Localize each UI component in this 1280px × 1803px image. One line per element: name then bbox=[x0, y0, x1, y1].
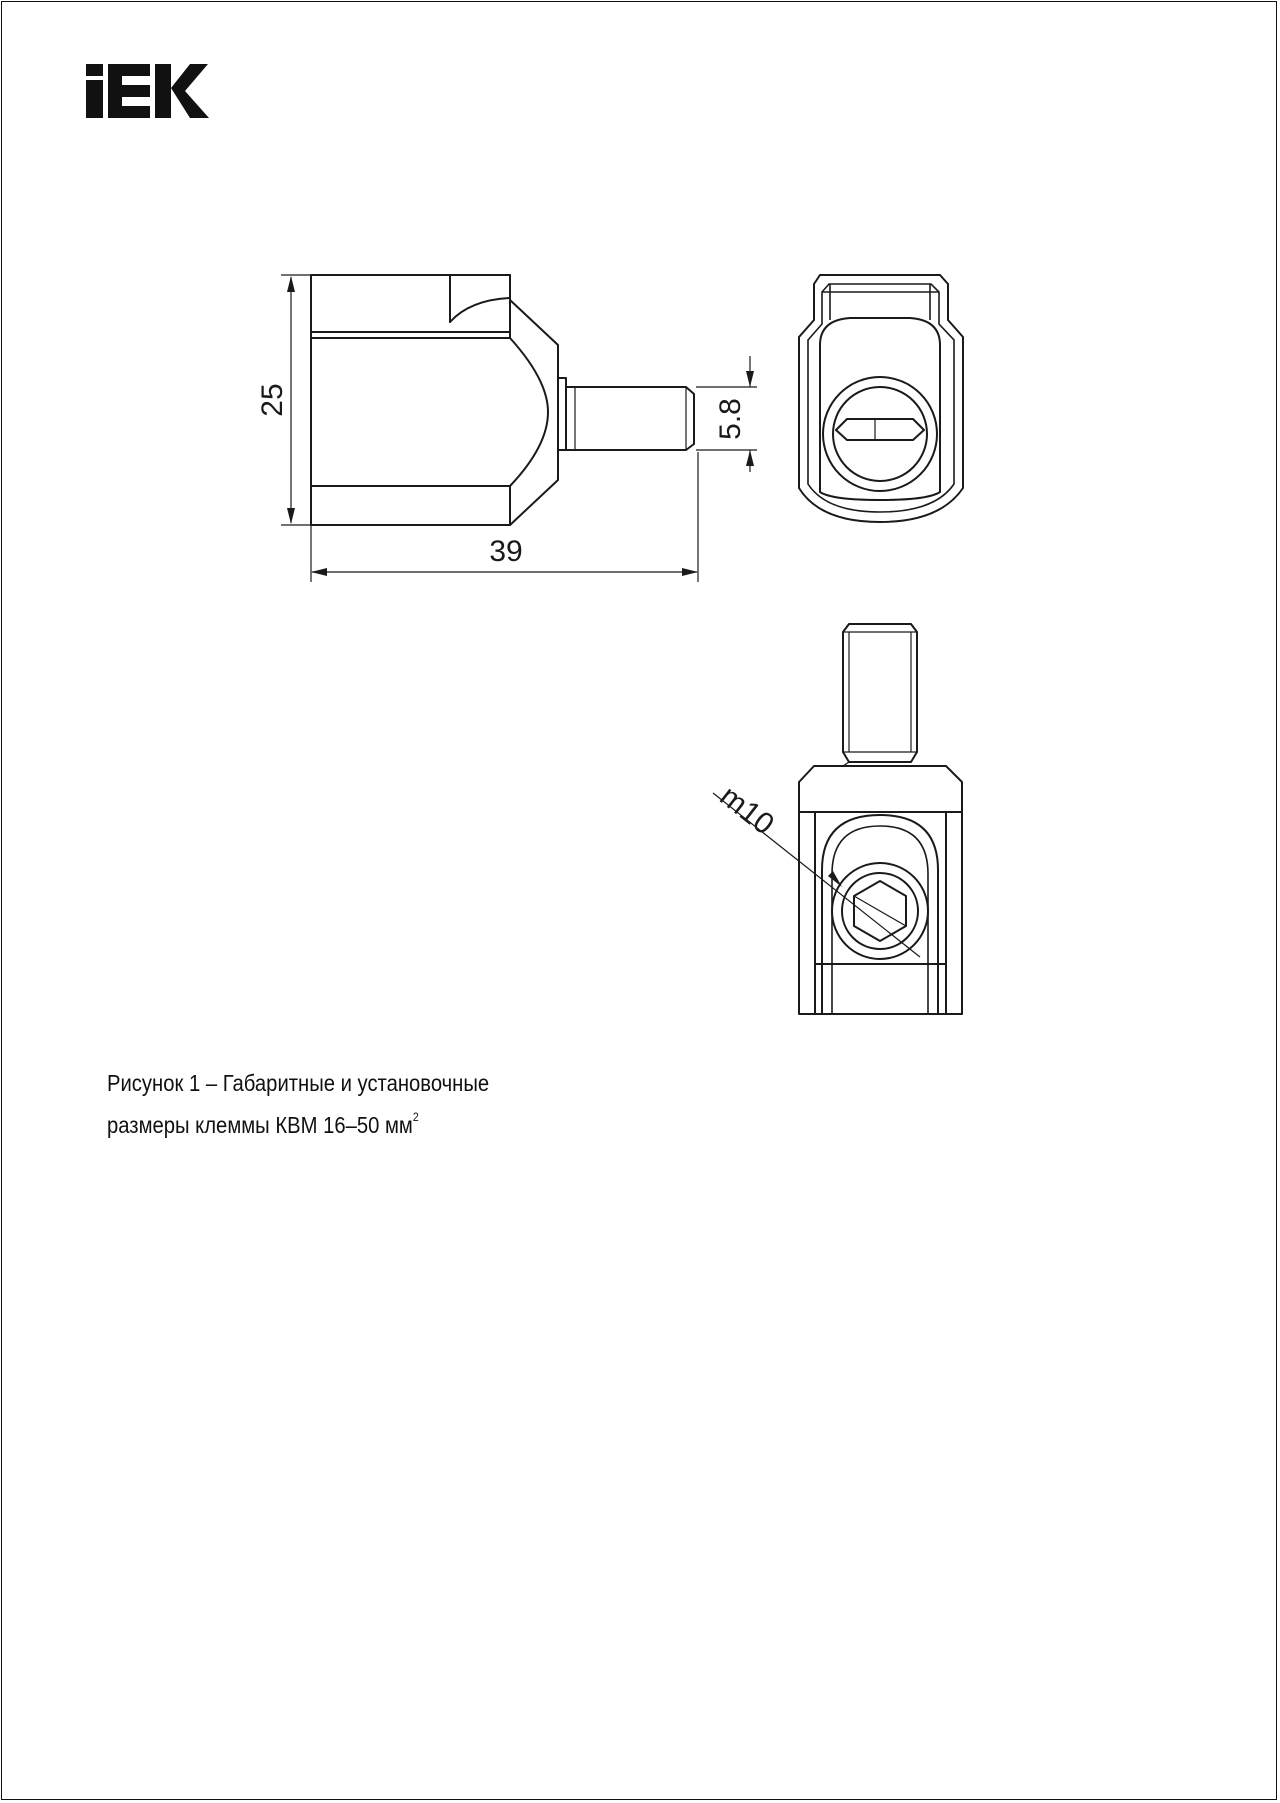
caption-superscript: 2 bbox=[412, 1110, 419, 1124]
dim-height-label: 25 bbox=[256, 383, 289, 417]
dim-length-label: 39 bbox=[489, 535, 523, 568]
figure-caption bbox=[107, 1066, 489, 1142]
iek-logo bbox=[86, 64, 209, 118]
caption-line-2-text: размеры клеммы КВМ 16–50 мм bbox=[107, 1112, 413, 1138]
caption-line-1: Рисунок 1 – Габаритные и установочные bbox=[107, 1070, 490, 1096]
dim-thread-label: m10 bbox=[713, 779, 780, 842]
bottom-view bbox=[799, 624, 962, 1014]
dim-pin-label: 5.8 bbox=[714, 398, 747, 440]
front-view bbox=[799, 275, 963, 522]
caption-line-2 bbox=[107, 1100, 489, 1142]
side-view bbox=[311, 275, 694, 525]
